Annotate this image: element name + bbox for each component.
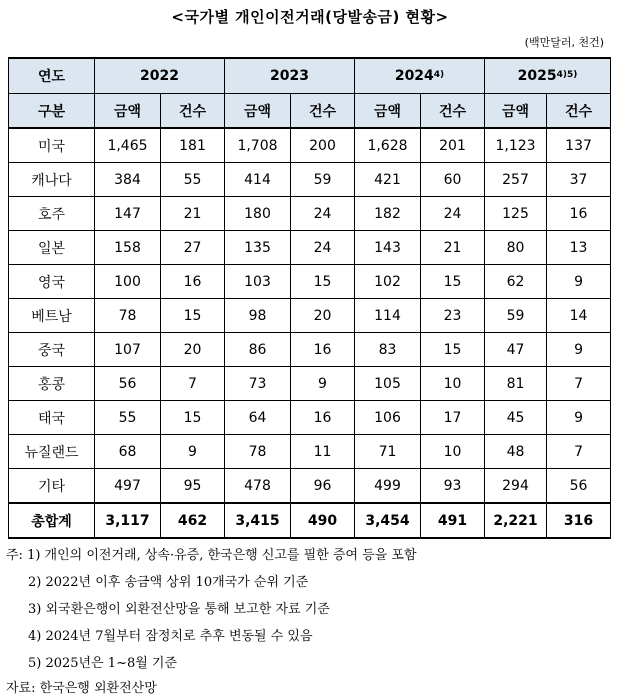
amount-cell: 56 bbox=[95, 367, 161, 401]
amount-cell: 81 bbox=[485, 367, 547, 401]
count-cell: 20 bbox=[291, 299, 355, 333]
year-header-row bbox=[9, 58, 611, 94]
count-cell: 491 bbox=[421, 503, 485, 538]
table-row bbox=[9, 367, 611, 401]
count-cell: 16 bbox=[547, 197, 611, 231]
amount-cell: 100 bbox=[95, 265, 161, 299]
amount-cell: 125 bbox=[485, 197, 547, 231]
count-cell: 200 bbox=[291, 128, 355, 163]
count-cell: 59 bbox=[291, 163, 355, 197]
amount-cell: 158 bbox=[95, 231, 161, 265]
amount-cell: 414 bbox=[225, 163, 291, 197]
amount-cell: 73 bbox=[225, 367, 291, 401]
document-title: <국가별 개인이전거래(당발송금) 현황> bbox=[171, 8, 449, 26]
table-row bbox=[9, 469, 611, 504]
amount-header: 금액 bbox=[225, 94, 291, 129]
table-row bbox=[9, 435, 611, 469]
count-cell: 24 bbox=[291, 231, 355, 265]
table-row bbox=[9, 231, 611, 265]
count-cell: 9 bbox=[161, 435, 225, 469]
amount-cell: 71 bbox=[355, 435, 421, 469]
count-cell: 16 bbox=[291, 401, 355, 435]
amount-cell: 102 bbox=[355, 265, 421, 299]
amount-cell: 68 bbox=[95, 435, 161, 469]
amount-cell: 143 bbox=[355, 231, 421, 265]
count-cell: 7 bbox=[161, 367, 225, 401]
country-cell: 홍콩 bbox=[9, 367, 95, 401]
amount-cell: 83 bbox=[355, 333, 421, 367]
amount-cell: 106 bbox=[355, 401, 421, 435]
country-cell: 미국 bbox=[9, 128, 95, 163]
amount-cell: 1,123 bbox=[485, 128, 547, 163]
country-cell: 영국 bbox=[9, 265, 95, 299]
footnote-4: 4) 2024년 7월부터 잠정치로 추후 변동될 수 있음 bbox=[28, 629, 313, 644]
count-cell: 24 bbox=[421, 197, 485, 231]
count-header: 건수 bbox=[161, 94, 225, 129]
count-header: 건수 bbox=[291, 94, 355, 129]
amount-cell: 98 bbox=[225, 299, 291, 333]
country-cell: 베트남 bbox=[9, 299, 95, 333]
count-cell: 55 bbox=[161, 163, 225, 197]
amount-header: 금액 bbox=[355, 94, 421, 129]
country-cell: 캐나다 bbox=[9, 163, 95, 197]
country-cell: 기타 bbox=[9, 469, 95, 504]
count-cell: 10 bbox=[421, 367, 485, 401]
amount-cell: 3,117 bbox=[95, 503, 161, 538]
amount-cell: 47 bbox=[485, 333, 547, 367]
amount-header: 금액 bbox=[485, 94, 547, 129]
table-row bbox=[9, 128, 611, 163]
count-cell: 15 bbox=[421, 265, 485, 299]
count-cell: 24 bbox=[291, 197, 355, 231]
count-cell: 316 bbox=[547, 503, 611, 538]
table-row bbox=[9, 333, 611, 367]
amount-cell: 1,465 bbox=[95, 128, 161, 163]
year-header-2022: 2022 bbox=[95, 58, 225, 94]
amount-cell: 1,628 bbox=[355, 128, 421, 163]
amount-cell: 78 bbox=[95, 299, 161, 333]
count-cell: 20 bbox=[161, 333, 225, 367]
amount-cell: 78 bbox=[225, 435, 291, 469]
count-header: 건수 bbox=[547, 94, 611, 129]
amount-cell: 2,221 bbox=[485, 503, 547, 538]
remittance-table bbox=[8, 57, 611, 539]
amount-cell: 3,415 bbox=[225, 503, 291, 538]
count-cell: 17 bbox=[421, 401, 485, 435]
count-cell: 201 bbox=[421, 128, 485, 163]
count-cell: 9 bbox=[547, 265, 611, 299]
count-cell: 11 bbox=[291, 435, 355, 469]
amount-cell: 135 bbox=[225, 231, 291, 265]
table-row bbox=[9, 299, 611, 333]
amount-cell: 114 bbox=[355, 299, 421, 333]
table-row bbox=[9, 401, 611, 435]
count-cell: 37 bbox=[547, 163, 611, 197]
amount-cell: 80 bbox=[485, 231, 547, 265]
footnote-5: 5) 2025년은 1~8월 기준 bbox=[28, 656, 178, 671]
country-cell: 중국 bbox=[9, 333, 95, 367]
count-cell: 14 bbox=[547, 299, 611, 333]
table-row bbox=[9, 265, 611, 299]
amount-cell: 182 bbox=[355, 197, 421, 231]
amount-cell: 103 bbox=[225, 265, 291, 299]
amount-cell: 86 bbox=[225, 333, 291, 367]
amount-header: 금액 bbox=[95, 94, 161, 129]
amount-cell: 421 bbox=[355, 163, 421, 197]
count-cell: 9 bbox=[291, 367, 355, 401]
count-cell: 56 bbox=[547, 469, 611, 504]
count-header: 건수 bbox=[421, 94, 485, 129]
amount-cell: 384 bbox=[95, 163, 161, 197]
amount-cell: 497 bbox=[95, 469, 161, 504]
table-row bbox=[9, 197, 611, 231]
count-cell: 95 bbox=[161, 469, 225, 504]
amount-cell: 478 bbox=[225, 469, 291, 504]
year-header-2023: 2023 bbox=[225, 58, 355, 94]
count-cell: 15 bbox=[161, 401, 225, 435]
country-cell: 뉴질랜드 bbox=[9, 435, 95, 469]
footnote-1: 주: 1) 개인의 이전거래, 상속·유증, 한국은행 신고를 필한 증여 등을 포함 bbox=[6, 548, 417, 563]
count-cell: 13 bbox=[547, 231, 611, 265]
country-cell: 태국 bbox=[9, 401, 95, 435]
amount-cell: 59 bbox=[485, 299, 547, 333]
count-cell: 462 bbox=[161, 503, 225, 538]
count-cell: 21 bbox=[421, 231, 485, 265]
count-cell: 21 bbox=[161, 197, 225, 231]
footnote-3: 3) 외국환은행이 외환전산망을 통해 보고한 자료 기준 bbox=[28, 602, 330, 617]
count-cell: 15 bbox=[291, 265, 355, 299]
count-cell: 9 bbox=[547, 401, 611, 435]
table-row bbox=[9, 163, 611, 197]
amount-cell: 107 bbox=[95, 333, 161, 367]
count-cell: 15 bbox=[161, 299, 225, 333]
year-header-label: 연도 bbox=[9, 58, 95, 94]
footnote-2: 2) 2022년 이후 송금액 상위 10개국가 순위 기준 bbox=[28, 575, 309, 590]
amount-cell: 45 bbox=[485, 401, 547, 435]
column-header-row bbox=[9, 94, 611, 129]
count-cell: 9 bbox=[547, 333, 611, 367]
amount-cell: 180 bbox=[225, 197, 291, 231]
amount-cell: 105 bbox=[355, 367, 421, 401]
count-cell: 7 bbox=[547, 435, 611, 469]
count-cell: 96 bbox=[291, 469, 355, 504]
count-cell: 181 bbox=[161, 128, 225, 163]
total-row bbox=[9, 503, 611, 538]
amount-cell: 499 bbox=[355, 469, 421, 504]
count-cell: 23 bbox=[421, 299, 485, 333]
amount-cell: 62 bbox=[485, 265, 547, 299]
amount-cell: 55 bbox=[95, 401, 161, 435]
country-cell: 호주 bbox=[9, 197, 95, 231]
amount-cell: 294 bbox=[485, 469, 547, 504]
amount-cell: 64 bbox=[225, 401, 291, 435]
country-cell: 일본 bbox=[9, 231, 95, 265]
count-cell: 27 bbox=[161, 231, 225, 265]
count-cell: 10 bbox=[421, 435, 485, 469]
count-cell: 490 bbox=[291, 503, 355, 538]
count-cell: 15 bbox=[421, 333, 485, 367]
amount-cell: 257 bbox=[485, 163, 547, 197]
count-cell: 60 bbox=[421, 163, 485, 197]
count-cell: 16 bbox=[291, 333, 355, 367]
count-cell: 93 bbox=[421, 469, 485, 504]
year-header-2025: $2025^{4)5)}$ bbox=[485, 58, 611, 94]
amount-cell: 48 bbox=[485, 435, 547, 469]
count-cell: 7 bbox=[547, 367, 611, 401]
year-header-2024: 2024$^{4)}$ bbox=[355, 58, 485, 94]
count-cell: 137 bbox=[547, 128, 611, 163]
count-cell: 16 bbox=[161, 265, 225, 299]
amount-cell: 3,454 bbox=[355, 503, 421, 538]
source-note: 자료: 한국은행 외환전산망 bbox=[6, 681, 157, 696]
amount-cell: 1,708 bbox=[225, 128, 291, 163]
category-header-label: 구분 bbox=[9, 94, 95, 129]
country-cell: 총합계 bbox=[9, 503, 95, 538]
amount-cell: 147 bbox=[95, 197, 161, 231]
unit-label: (백만달러, 천건) bbox=[524, 36, 604, 49]
